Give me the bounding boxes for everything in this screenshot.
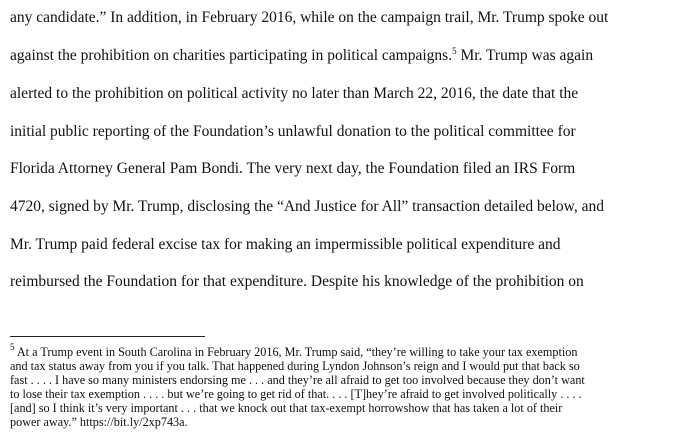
body-line-6: 4720, signed by Mr. Trump, disclosing the “And Justice for All” transaction detailed below, and (10, 198, 604, 215)
body-line-2 (10, 47, 593, 65)
body-line-2-text: against the prohibition on charities participating in political campaigns. (10, 47, 453, 64)
body-line-1: any candidate.” In addition, in February 2016, while on the campaign trail, Mr. Trump spoke out (10, 9, 609, 26)
footnote-line-1 (10, 342, 578, 359)
body-line-4: initial public reporting of the Foundation’s unlawful donation to the political committee for (10, 123, 576, 140)
body-line-8: reimbursed the Foundation for that expenditure. Despite his knowledge of the prohibition on (10, 273, 584, 290)
footnote-line-1-text: At a Trump event in South Carolina in February 2016, Mr. Trump said, “they’re willing to take your tax exemption (14, 345, 578, 359)
footnote-line-4: to lose their tax exemption . . . . but we’re going to get rid of that. . . . [T]hey’re afraid to get involved politically . . . . (10, 387, 582, 401)
footnote-marker: 5 (10, 342, 15, 352)
footnote-line-6: power away.” https://bit.ly/2xp743a. (10, 415, 188, 429)
footnote-separator (10, 336, 205, 337)
footnote-line-2: and tax status away from you if you talk. That happened during Lyndon Johnson’s reign and I would put that back so (10, 359, 580, 373)
footnote-line-5: [and] so I think it’s very important . . . that we knock out that tax-exempt horrowshow that has taken a lot of their (10, 401, 563, 415)
body-line-5: Florida Attorney General Pam Bondi. The very next day, the Foundation filed an IRS Form (10, 160, 576, 177)
footnote-line-3: fast . . . . I have so many ministers endorsing me . . . and they’re all afraid to get too involved because they don’t want (10, 373, 585, 387)
body-line-3: alerted to the prohibition on political activity no later than March 22, 2016, the date that the (10, 85, 579, 102)
footnote-reference-5[interactable]: 5 (452, 46, 457, 56)
body-line-2-continuation: Mr. Trump was again (456, 47, 594, 64)
body-line-7: Mr. Trump paid federal excise tax for making an impermissible political expenditure and (10, 236, 561, 253)
